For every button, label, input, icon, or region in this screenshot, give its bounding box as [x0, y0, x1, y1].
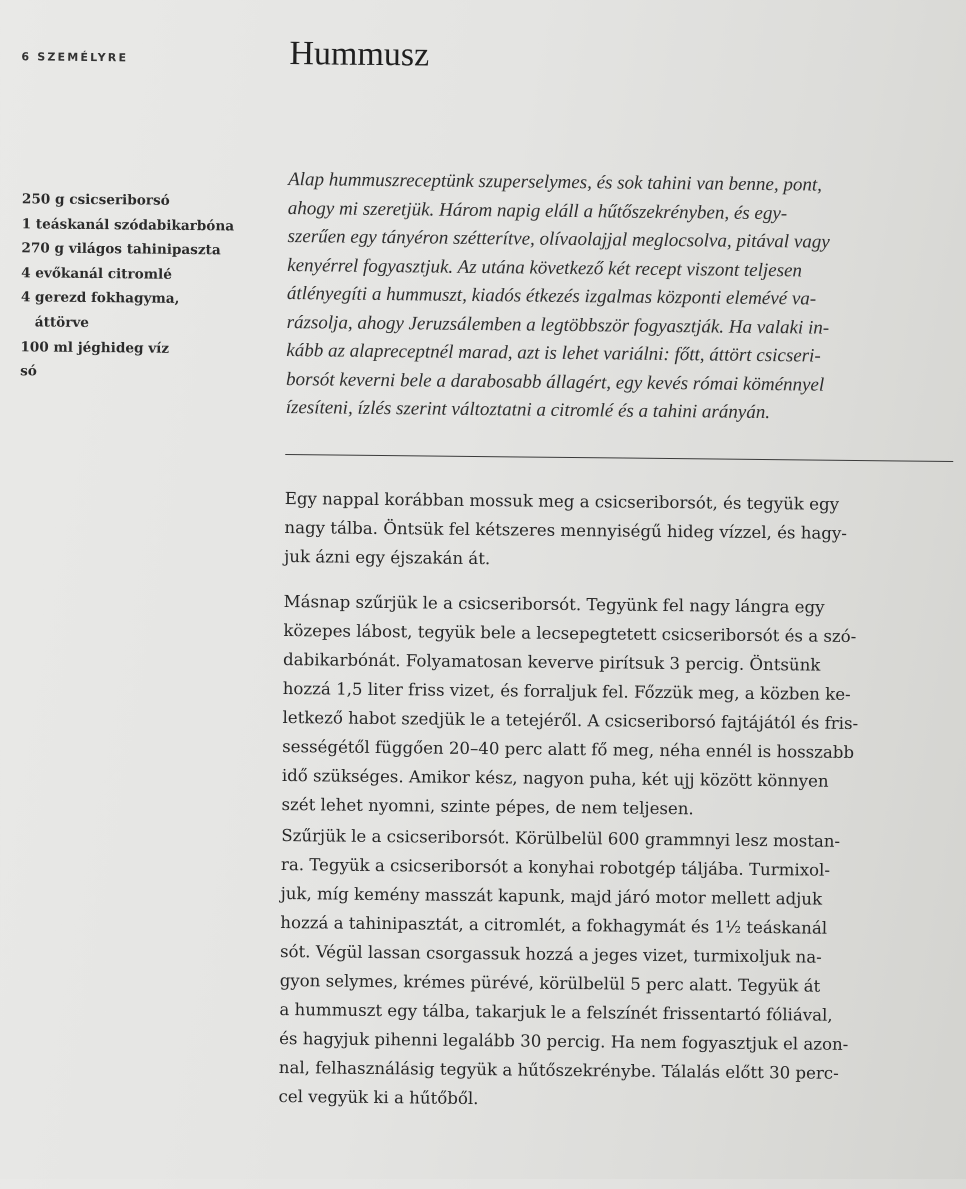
method-line: a hummuszt egy tálba, takarjuk le a felszínét frissentartó fóliával,: [279, 999, 833, 1025]
method-line: gyon selymes, krémes pürévé, körülbelül 5 perc alatt. Tegyük át: [279, 970, 821, 996]
recipe-title: Hummusz: [289, 35, 430, 74]
method-line: letkező habot szedjük le a tetejéről. A csicseriborsó fajtájától és fris-: [282, 707, 859, 734]
intro-line: ahogy mi szeretjük. Három napig eláll a hűtőszekrényben, és egy-: [287, 197, 788, 224]
intro-line: Alap hummuszreceptünk szuperselymes, és sok tahini van benne, pont,: [288, 169, 823, 196]
ingredient-item: só: [20, 363, 37, 380]
intro-line: kenyérrel fogyasztjuk. Az utána következő két recept viszont teljesen: [287, 254, 803, 281]
ingredient-item: 100 ml jéghideg víz: [20, 338, 170, 357]
section-divider: [285, 454, 953, 462]
ingredient-item: 250 g csicseriborsó: [21, 191, 170, 209]
method-line: sességétől függően 20–40 perc alatt fő meg, néha ennél is hosszabb: [282, 736, 855, 762]
method-line: juk, míg kemény masszát kapunk, majd járó motor mellett adjuk: [280, 883, 823, 909]
method-line: idő szükséges. Amikor kész, nagyon puha, két ujj között könnyen: [281, 765, 829, 791]
servings-label: 6 SZEMÉLYRE: [21, 50, 129, 65]
method-line: hozzá a tahinipasztát, a citromlét, a fokhagymát és 1½ teáskanál: [280, 912, 828, 938]
method-line: Egy nappal korábban mossuk meg a csicseriborsót, és tegyük egy: [284, 489, 840, 514]
method-line: és hagyjuk pihenni legalább 30 percig. Ha nem fogyasztjuk el azon-: [279, 1028, 849, 1054]
ingredient-item: 270 g világos tahinipaszta: [21, 240, 221, 259]
method-line: dabikarbónát. Folyamatosan keverve pirítsuk 3 percig. Öntsünk: [283, 650, 821, 675]
method-line: nagy tálba. Öntsük fel kétszeres mennyiségű hideg vízzel, és hagy-: [284, 518, 848, 543]
ingredient-item: 1 teáskanál szódabikarbóna: [21, 215, 235, 235]
method-line: hozzá 1,5 liter friss vizet, és forraljuk fel. Főzzük meg, a közben ke-: [282, 678, 851, 704]
ingredient-item: 4 gerezd fokhagyma,: [20, 289, 180, 308]
intro-line: kább az alapreceptnél marad, azt is lehet variálni: főtt, áttört csicseri-: [286, 340, 821, 367]
intro-line: ízesíteni, ízlés szerint változtatni a citromlé és a tahini arányán.: [285, 397, 771, 424]
intro-line: rázsolja, ahogy Jeruzsálemben a legtöbbször fogyasztják. Ha valaki in-: [286, 311, 830, 339]
method-line: ra. Tegyük a csicseriborsót a konyhai robotgép táljába. Turmixol-: [280, 854, 831, 880]
method-line: juk ázni egy éjszakán át.: [284, 547, 491, 569]
method-step-3: [278, 821, 957, 1118]
method-line: cel vegyük ki a hűtőből.: [278, 1086, 479, 1109]
method-line: közepes lábost, tegyük bele a lecsepegtetett csicseriborsót és a szó-: [283, 621, 857, 647]
method-line: sót. Végül lassan csorgassuk hozzá a jeges vizet, turmixoljuk na-: [279, 941, 822, 967]
method-step-2: [281, 587, 959, 826]
method-step-1: [284, 484, 961, 578]
intro-line: borsót keverni bele a darabosabb állagért, egy kevés római köménnyel: [285, 368, 825, 396]
ingredient-item: áttörve: [20, 314, 90, 331]
method-line: nal, felhasználásig tegyük a hűtőszekrénybe. Tálalás előtt 30 perc-: [278, 1057, 839, 1083]
method-line: Szűrjük le a csicseriborsót. Körülbelül 600 grammnyi lesz mostan-: [281, 825, 841, 851]
ingredient-item: 4 evőkanál citromlé: [21, 265, 172, 283]
intro-paragraph: [286, 166, 949, 429]
method-line: Másnap szűrjük le a csicseriborsót. Tegyünk fel nagy lángra egy: [283, 592, 825, 617]
intro-line: átlényegíti a hummuszt, kiadós étkezés izgalmas központi elemévé va-: [286, 283, 817, 310]
intro-line: szerűen egy tányéron szétterítve, olívaolajjal meglocsolva, pitával vagy: [287, 226, 830, 253]
ingredient-list: [20, 187, 282, 386]
method-line: szét lehet nyomni, szinte pépes, de nem teljesen.: [281, 794, 694, 819]
